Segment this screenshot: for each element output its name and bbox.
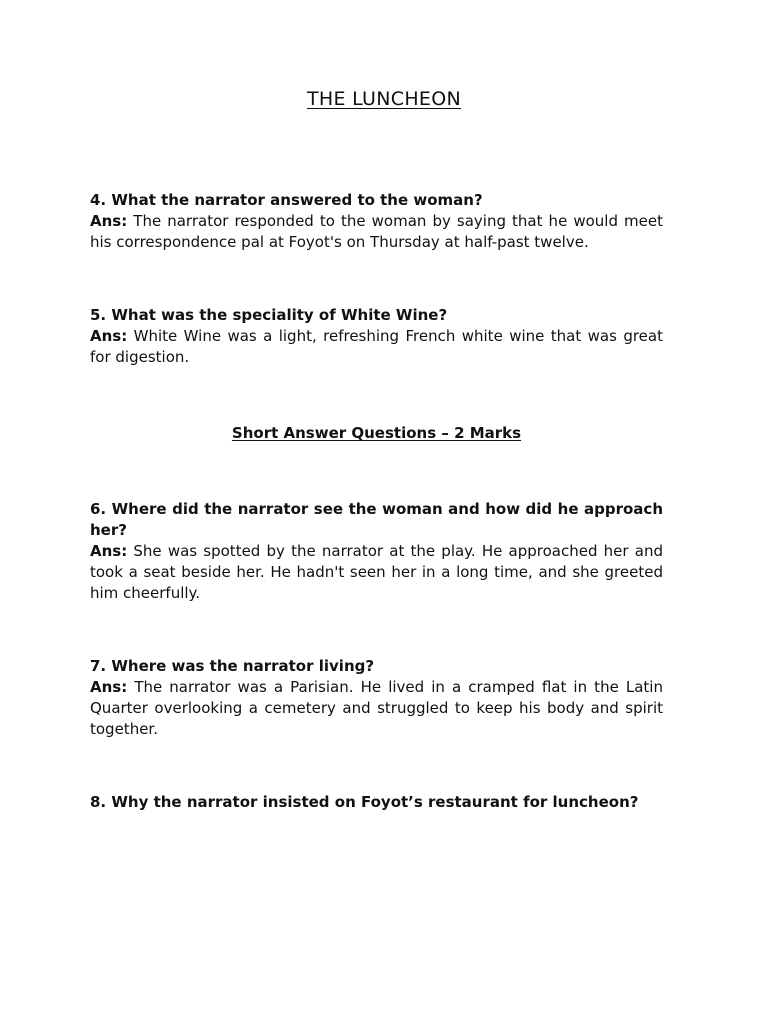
section-heading: Short Answer Questions – 2 Marks [231, 424, 522, 442]
answer-text: White Wine was a light, refreshing French white wine that was great for digestion. [90, 327, 663, 366]
question-7: 7. Where was the narrator living? [90, 657, 375, 675]
answer-label: Ans: [90, 678, 128, 696]
answer-label: Ans: [90, 327, 128, 345]
qa-block-7 [90, 656, 663, 740]
answer-text: The narrator responded to the woman by saying that he would meet his correspondence pal at Foyot's on Thursday at half-past twelve. [90, 212, 663, 251]
question-5: 5. What was the speciality of White Wine? [90, 306, 448, 324]
question-6: 6. Where did the narrator see the woman and how did he approach her? [90, 500, 663, 539]
answer-label: Ans: [90, 212, 128, 230]
qa-block-8 [90, 792, 663, 813]
answer-4 [90, 211, 663, 253]
question-4: 4. What the narrator answered to the woman? [90, 191, 483, 209]
document-title: THE LUNCHEON [306, 88, 462, 110]
answer-label: Ans: [90, 542, 128, 560]
question-8: 8. Why the narrator insisted on Foyot’s restaurant for luncheon? [90, 793, 639, 811]
answer-6 [90, 541, 663, 604]
answer-text: The narrator was a Parisian. He lived in a cramped flat in the Latin Quarter overlooking a cemetery and struggled to keep his body and spirit together. [90, 678, 663, 738]
answer-text: She was spotted by the narrator at the play. He approached her and took a seat beside her. He hadn't seen her in a long time, and she greeted him cheerfully. [90, 542, 663, 602]
qa-block-5 [90, 305, 663, 368]
qa-block-6 [90, 499, 663, 604]
answer-5 [90, 326, 663, 368]
answer-7 [90, 677, 663, 740]
qa-block-4 [90, 190, 663, 253]
